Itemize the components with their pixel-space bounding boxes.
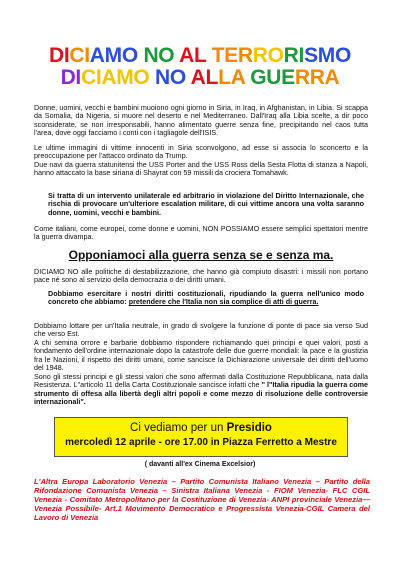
associations-list: L'Altra Europa Laboratorio Venezia – Partito Comunista Italiano Venezia – Partito della Rifondazione Comunista Venezia – Sinistra Italiana Venezia - FIOM Venezia- FLC CGIL Venezia - Comitato Metropolitano per la Costituzione di Venezia- ANPI provinciale Venezia—Venezia Possibile- Art.1 Movimento Democratico e Progressista Venezia-CGIL Camera del Lavoro di Venezia: [34, 477, 370, 522]
constitution-text: Sono gli stessi principi e gli stessi valori che sono affermati dalla Costituzione Repubblicana, nata dalla Resistenza. L"articolo 11 della Carta Costituzionale sancisce infatti che: [34, 372, 368, 390]
presidio-date-place: mercoledì 12 aprile - ore 17.00 in Piazza Ferretto a Mestre: [65, 437, 337, 448]
title-segment: AL: [190, 66, 219, 89]
title-segment: NO: [143, 44, 180, 67]
body-paragraph-3: A chi semina orrore e barbarie dobbiamo rispondere richiamando quei principi e quei valori, posti a fondamento dell'ordine internazionale dopo la catastrofe delle due guerre mondiali: la pace e la giustizia fra le Nazioni, il rispetto dei diritti umani, come sancisce la Dichiarazione universale dei diritti dell'uomo del 1948.: [34, 338, 368, 372]
intro-paragraph-2: Le ultime immagini di vittime innocenti in Siria sconvolgono, ad esse si associa lo sconcerto e la preoccupazione per l'attacco ordinato da Trump.: [34, 143, 368, 161]
title-segment: SMO: [304, 44, 352, 67]
location-note: ( davanti all'ex Cinema Excelsior): [144, 461, 256, 468]
body-paragraph-2: Dobbiamo lottare per un'Italia neutrale, in grado di svolgere la funzione di ponte di pace sia verso Sud che verso Est.: [34, 321, 368, 339]
bold-demand-underlined: pretendere che l'Italia non sia complice di atti di guerra.: [128, 297, 319, 307]
title-segment: CI: [69, 44, 90, 67]
title-segment: RO: [252, 44, 284, 67]
title-segment: AMO: [89, 44, 144, 67]
title-segment: TER: [211, 44, 253, 67]
presidio-box: [54, 417, 348, 457]
title-segment: AL: [179, 44, 212, 67]
bold-demand-text: Dobbiamo esercitare i nostri diritti costituzionali, ripudiando la guerra nell'unico modo concreto che abbiamo:: [48, 289, 364, 307]
intro-paragraph-1: Donne, uomini, vecchi e bambini muoiono ogni giorno in Siria, in Iraq, in Afghanistan, in Libia. Si scappa da Somalia, da Nigeria, si muore nel deserto e nel Mediterraneo. Dall'Iraq alla Libia scelte, a dir poco sconsiderate, se non irresponsabili, hanno alimentato guerre senza fine, precipitando nel caos tutta l'area, dove oggi facciamo i conti con i tagliagole dell'ISIS.: [34, 103, 368, 137]
title-segment: RI: [283, 44, 305, 67]
presidio-line-1: [55, 421, 347, 436]
body-paragraph-1: DICIAMO NO alle politiche di destabilizzazione, che hanno già compiuto disastri: i missili non portano pace né sono al servizio della democrazia o dei diritti umani.: [34, 267, 368, 285]
title-segment: NO: [155, 66, 191, 89]
title-segment: LA: [218, 66, 251, 89]
title-segment: CIAMO: [80, 66, 155, 89]
bold-quote: Si tratta di un intervento unilaterale ed arbitrario in violazione del Diritto Internazionale, che rischia di provocare un'ulteriore escalation militare, di cui vittime ancora una volta saranno donne, uomini, vecchi e bambini.: [48, 191, 364, 217]
presidio-label: Presidio: [226, 422, 272, 434]
title-segment: RRA: [294, 66, 340, 89]
intro-paragraph-3: Due navi da guerra statunitensi the USS Porter and the USS Ross della Sesta Flotta di stanza a Napoli, hanno attaccato la base siriana di Shayrat con 59 missili da crociera Tomahawk.: [34, 160, 368, 178]
title-line-1: [0, 44, 400, 67]
title-segment: GUE: [250, 66, 295, 89]
intro-paragraph-4: Come italiani, come europei, come donne e uomini, NON POSSIAMO essere semplici spettatori mentre la guerra divampa.: [34, 224, 368, 242]
title-segment: DI: [60, 66, 81, 89]
title-segment: DI: [48, 44, 70, 67]
bold-demand: [48, 290, 364, 307]
presidio-intro: Ci vediamo per un: [130, 422, 227, 434]
body-paragraph-4: [34, 373, 368, 406]
title-line-2: [0, 66, 400, 89]
constitution-quote: " l"Italia ripudia la guerra come strumento di offesa alla libertà degli altri popoli e come mezzo di risoluzione delle controversie internazionali".: [34, 380, 369, 406]
main-heading: Opponiamoci alla guerra senza se e senza ma.: [68, 248, 334, 262]
